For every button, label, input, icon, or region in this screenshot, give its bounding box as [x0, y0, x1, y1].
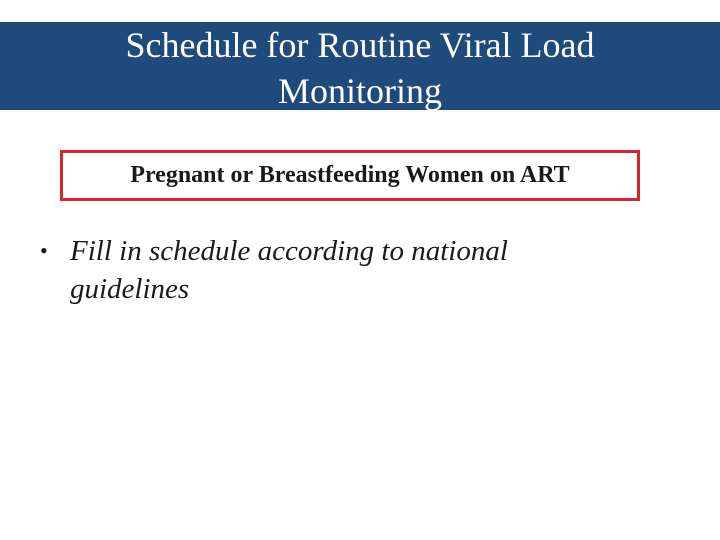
- slide-title-line-2: Monitoring: [277, 71, 442, 111]
- bullet-text: Fill in schedule according to national guidelines: [70, 235, 508, 305]
- bullet-item: [40, 232, 600, 308]
- bullet-list: [40, 232, 600, 308]
- bullet-dot-icon: •: [40, 238, 48, 263]
- slide-title: [0, 22, 720, 114]
- slide-title-line-1: Schedule for Routine Viral Load: [125, 25, 595, 65]
- subtitle-text: Pregnant or Breastfeeding Women on ART: [130, 162, 570, 188]
- subtitle-box: [60, 150, 640, 201]
